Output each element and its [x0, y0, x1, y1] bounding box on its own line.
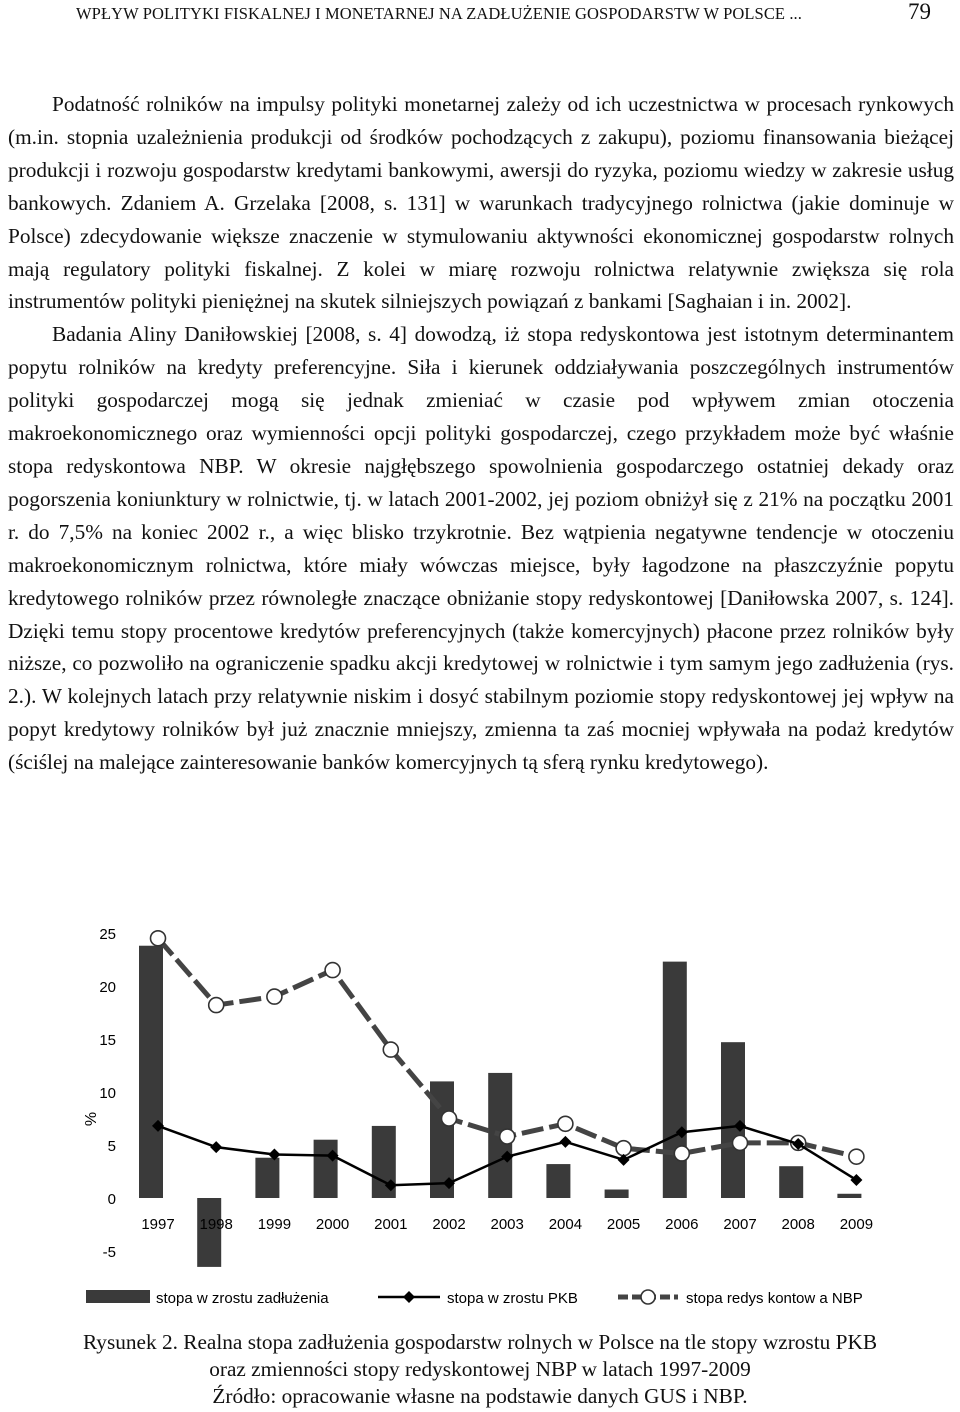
caption-line-2: oraz zmienności stopy redyskontowej NBP w latach 1997-2009 — [209, 1357, 751, 1381]
rate-point — [674, 1146, 689, 1161]
rate-line-series — [151, 931, 864, 1164]
x-tick-label: 2000 — [315, 1216, 350, 1233]
x-tick-label: 1997 — [141, 1216, 175, 1233]
figure-chart — [0, 915, 960, 1315]
x-tick-label: 2008 — [781, 1216, 815, 1233]
running-header — [0, 0, 960, 30]
debt-bar — [605, 1190, 629, 1198]
debt-bar — [721, 1042, 745, 1198]
rate-point — [325, 963, 340, 978]
x-tick-label: 2009 — [839, 1216, 874, 1233]
pkb-point — [210, 1141, 222, 1153]
y-tick-label: 25 — [99, 926, 116, 943]
rate-point — [442, 1111, 457, 1126]
caption-source: Źródło: opracowanie własne na podstawie danych GUS i NBP. — [212, 1384, 748, 1408]
x-axis-tick-labels — [141, 1216, 873, 1233]
x-tick-label: 2001 — [374, 1216, 408, 1233]
debt-bar — [663, 962, 687, 1198]
rate-point — [151, 931, 166, 946]
rate-point — [558, 1116, 573, 1131]
legend-label-pkb: stopa w zrostu PKB — [447, 1290, 578, 1307]
x-tick-label: 2007 — [723, 1216, 757, 1233]
x-tick-label: 2003 — [490, 1216, 524, 1233]
x-tick-label: 2004 — [548, 1216, 583, 1233]
y-tick-label: 15 — [99, 1032, 116, 1049]
legend — [86, 1290, 863, 1307]
running-title: WPŁYW POLITYKI FISKALNEJ I MONETARNEJ NA ZADŁUŻENIE GOSPODARSTW W POLSCE ... — [76, 4, 803, 23]
y-tick-label: 0 — [107, 1191, 116, 1208]
debt-bar — [837, 1194, 861, 1198]
rate-point — [267, 989, 282, 1004]
rate-point — [209, 998, 224, 1013]
rate-point — [616, 1141, 631, 1156]
x-tick-label: 2002 — [432, 1216, 466, 1233]
x-tick-label: 2006 — [665, 1216, 699, 1233]
rate-point — [849, 1149, 864, 1164]
y-tick-label: 20 — [99, 979, 116, 996]
debt-bar — [779, 1166, 803, 1198]
pkb-point — [618, 1154, 630, 1166]
pkb-point — [850, 1174, 862, 1186]
rate-point — [733, 1135, 748, 1150]
y-axis-tick-labels — [99, 926, 116, 1261]
legend-label-debt: stopa w zrostu zadłużenia — [156, 1290, 329, 1307]
paragraph-1: Podatność rolników na impulsy polityki monetarnej zależy od ich uczestnictwa w procesach rynkowych (m.in. stopnia uzależnienia produkcji od środków pochodzących z zakupu), poziomu finansowania bieżącej produkcji i rozwoju gospodarstw kredytami bankowymi, awersji do ryzyka, poziomu wiedzy w zakresie usług bankowych. Zdaniem A. Grzelaka [2008, s. 131] w warunkach tradycyjnego rolnictwa (jakie dominuje w Polsce) zdecydowanie większe znaczenie w stymulowaniu aktywności ekonomicznej gospodarstw rolnych mają regulatory polityki fiskalnej. Z kolei w miarę rozwoju rolnictwa relatywnie zwiększa się rola instrumentów polityki pieniężnej na skutek silniejszych powiązań z bankami [Saghaian i in. 2002]. — [8, 92, 954, 314]
legend-pkb-marker — [403, 1291, 415, 1303]
debt-bar — [546, 1164, 570, 1198]
body-text — [8, 88, 954, 779]
rate-point — [383, 1042, 398, 1057]
x-tick-label: 1998 — [199, 1216, 233, 1233]
x-tick-label: 1999 — [257, 1216, 292, 1233]
debt-bar — [139, 946, 163, 1198]
y-tick-label: 10 — [99, 1085, 116, 1102]
pkb-point — [559, 1136, 571, 1148]
debt-bar — [255, 1158, 279, 1198]
legend-rate-marker — [641, 1290, 655, 1304]
legend-bar-swatch — [86, 1290, 150, 1303]
paragraph-2: Badania Aliny Daniłowskiej [2008, s. 4] dowodzą, iż stopa redyskontowa jest istotnym determinantem popytu rolników na kredyty preferencyjne. Siła i kierunek oddziaływania poszczególnych instrumentów polityki gospodarczej mogą się jednak zmieniać w czasie pod wpływem zmian otoczenia makroekonomicznego oraz wymienności opcji polityki gospodarczej, czego przykładem może być właśnie stopa redyskontowa NBP. W okresie najgłębszego spowolnienia gospodarczego ostatniej dekady oraz pogorszenia koniunktury w rolnictwie, tj. w latach 2001-2002, jej poziom obniżył się z 21% na początku 2001 r. do 7,5% na koniec 2002 r., a więc blisko trzykrotnie. Bez wątpienia negatywne tendencje w otoczeniu makroekonomicznym rolnictwa, które miały wówczas miejsce, były łagodzone na płaszczyźnie popytu kredytowego rolników przez równoległe znaczące obniżanie stopy redyskontowej [Daniłowska 2007, s. 124]. Dzięki temu stopy procentowe kredytów preferencyjnych (także komercyjnych) płacone przez rolników były niższe, co pozwoliło na ograniczenie spadku akcji kredytowej w rolnictwie i tym samym jego zadłużenia (rys. 2.). W kolejnych latach przy relatywnie niskim i dosyć stabilnym poziomie stopy redyskontowej jej wpływ na popyt kredytowy rolników był już znacznie mniejszy, zmienna ta zaś mocniej wpływała na podaż kredytów (ściślej na malejące zainteresowanie banków komercyjnych tą sferą rynku kredytowego). — [8, 322, 954, 775]
y-tick-label: 5 — [107, 1138, 116, 1155]
rate-point — [500, 1129, 515, 1144]
page-number: 79 — [908, 0, 931, 24]
caption-line-1: Rysunek 2. Realna stopa zadłużenia gospodarstw rolnych w Polsce na tle stopy wzrostu PKB — [82, 1330, 878, 1354]
y-tick-label: -5 — [102, 1244, 116, 1261]
figure-caption — [0, 1329, 960, 1410]
debt-bar — [314, 1140, 338, 1198]
legend-label-rate: stopa redys kontow a NBP — [686, 1290, 863, 1307]
y-axis-label: % — [83, 1111, 100, 1127]
x-tick-label: 2005 — [606, 1216, 641, 1233]
